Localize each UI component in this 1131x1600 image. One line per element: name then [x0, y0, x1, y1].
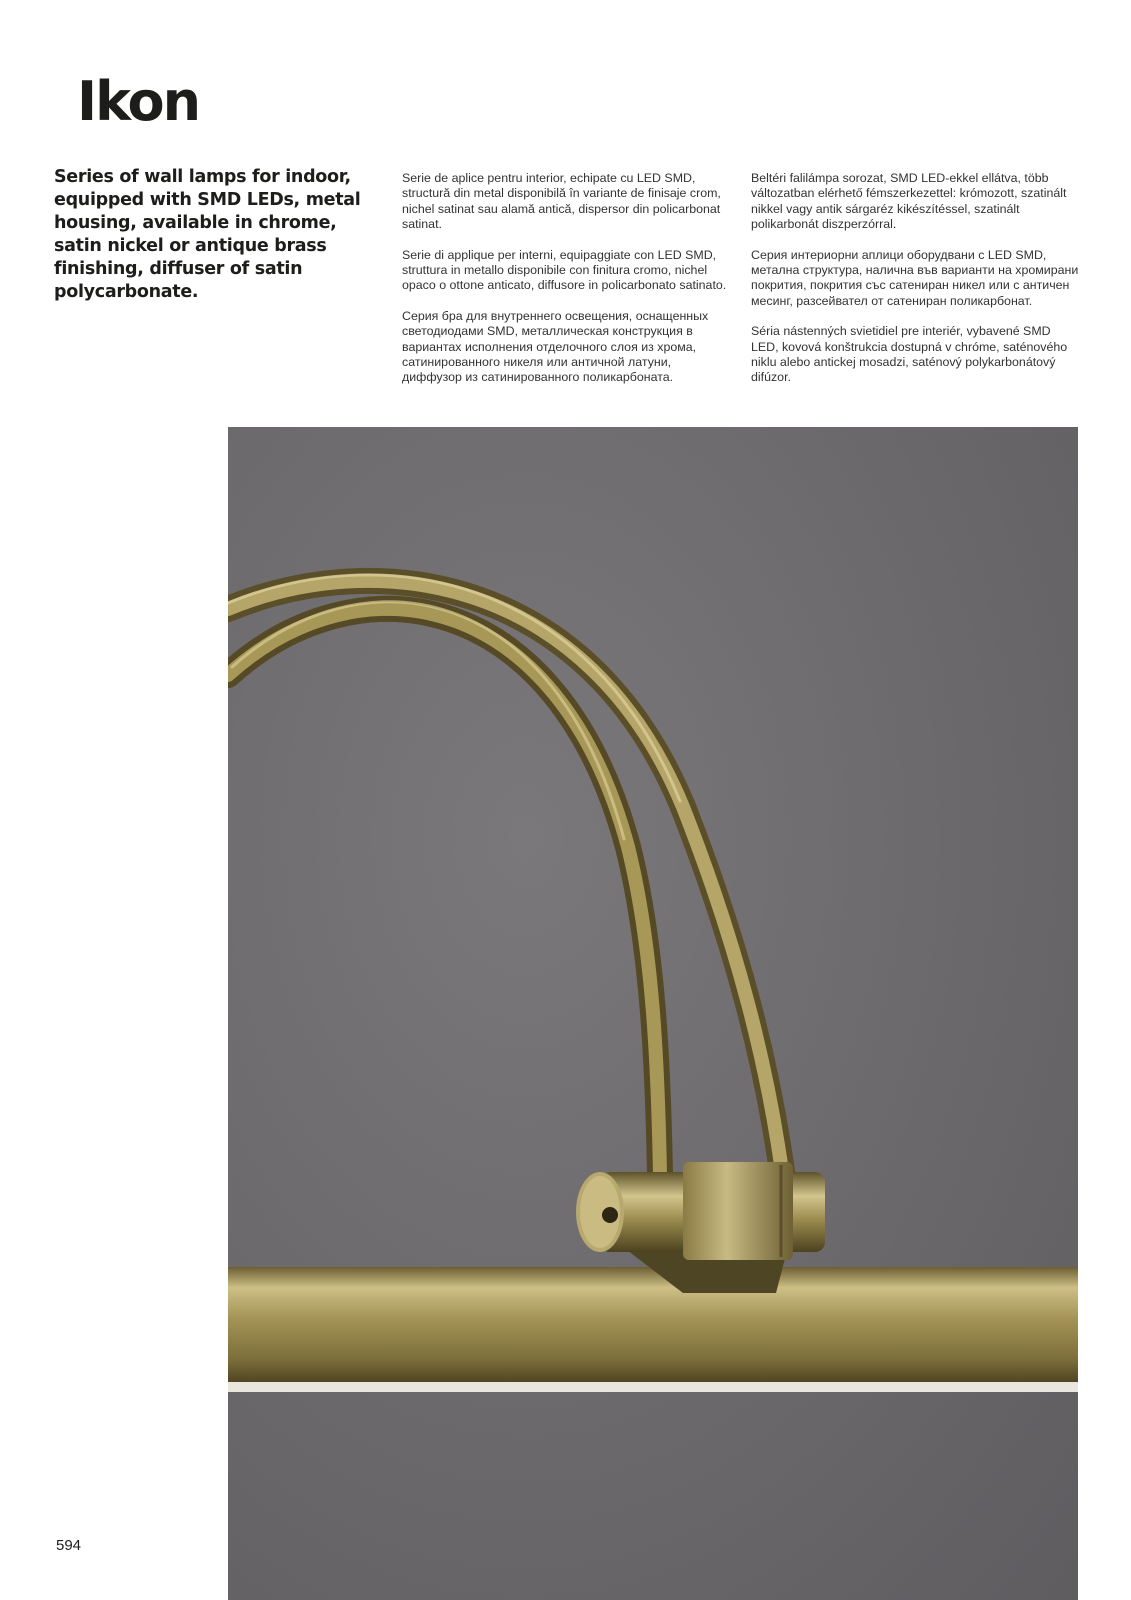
description-russian: Серия бра для внутреннего освещения, оснащенных светодиодами SMD, металлическая конструкция в вариантах исполнения отделочного слоя из хрома, сатинированного никеля или античной латуни, диффузор из сатинированного поликарбоната. [402, 309, 709, 385]
lead-description-english: Series of wall lamps for indoor, equipped with SMD LEDs, metal housing, available in chrome, satin nickel or antique brass finishing, diffuser of satin polycarbonate. [54, 167, 361, 302]
description-hungarian: Beltéri falilámpa sorozat, SMD LED-ekkel ellátva, több változatban elérhető fémszerkezettel: krómozott, szatinált nikkel vagy antik sárgaréz kikészítéssel, szatinált polikarbonát diszperzórral. [751, 171, 1067, 231]
description-italian: Serie di applique per interni, equipaggiate con LED SMD, struttura in metallo disponibile con finitura cromo, nichel opaco o ottone anticato, diffusore in policarbonato satinato. [402, 247, 727, 293]
wall-lamp-illustration [228, 427, 1078, 1600]
product-photo [228, 427, 1078, 1600]
description-column-left [402, 171, 732, 401]
page-number: 594 [56, 1537, 82, 1554]
description-column-right [751, 171, 1081, 401]
page-title: Ikon [77, 70, 200, 133]
description-romanian: Serie de aplice pentru interior, echipate cu LED SMD, structură din metal disponibilă în variante de finisaje crom, nichel satinat sau alamă antică, dispersor din policarbonat satinat. [402, 171, 721, 231]
description-slovak: Séria nástenných svietidiel pre interiér, vybavené SMD LED, kovová konštrukcia dostupná v chróme, saténového niklu alebo antickej mosadzi, saténový polykarbonátový difúzor. [751, 324, 1068, 385]
description-bulgarian: Серия интериорни аплици оборудвани с LED SMD, метална структура, налична във варианти на хромирани покрития, покрития със сатениран никел или с античен месинг, разсейвател от сатениран поликарбонат. [751, 247, 1079, 308]
